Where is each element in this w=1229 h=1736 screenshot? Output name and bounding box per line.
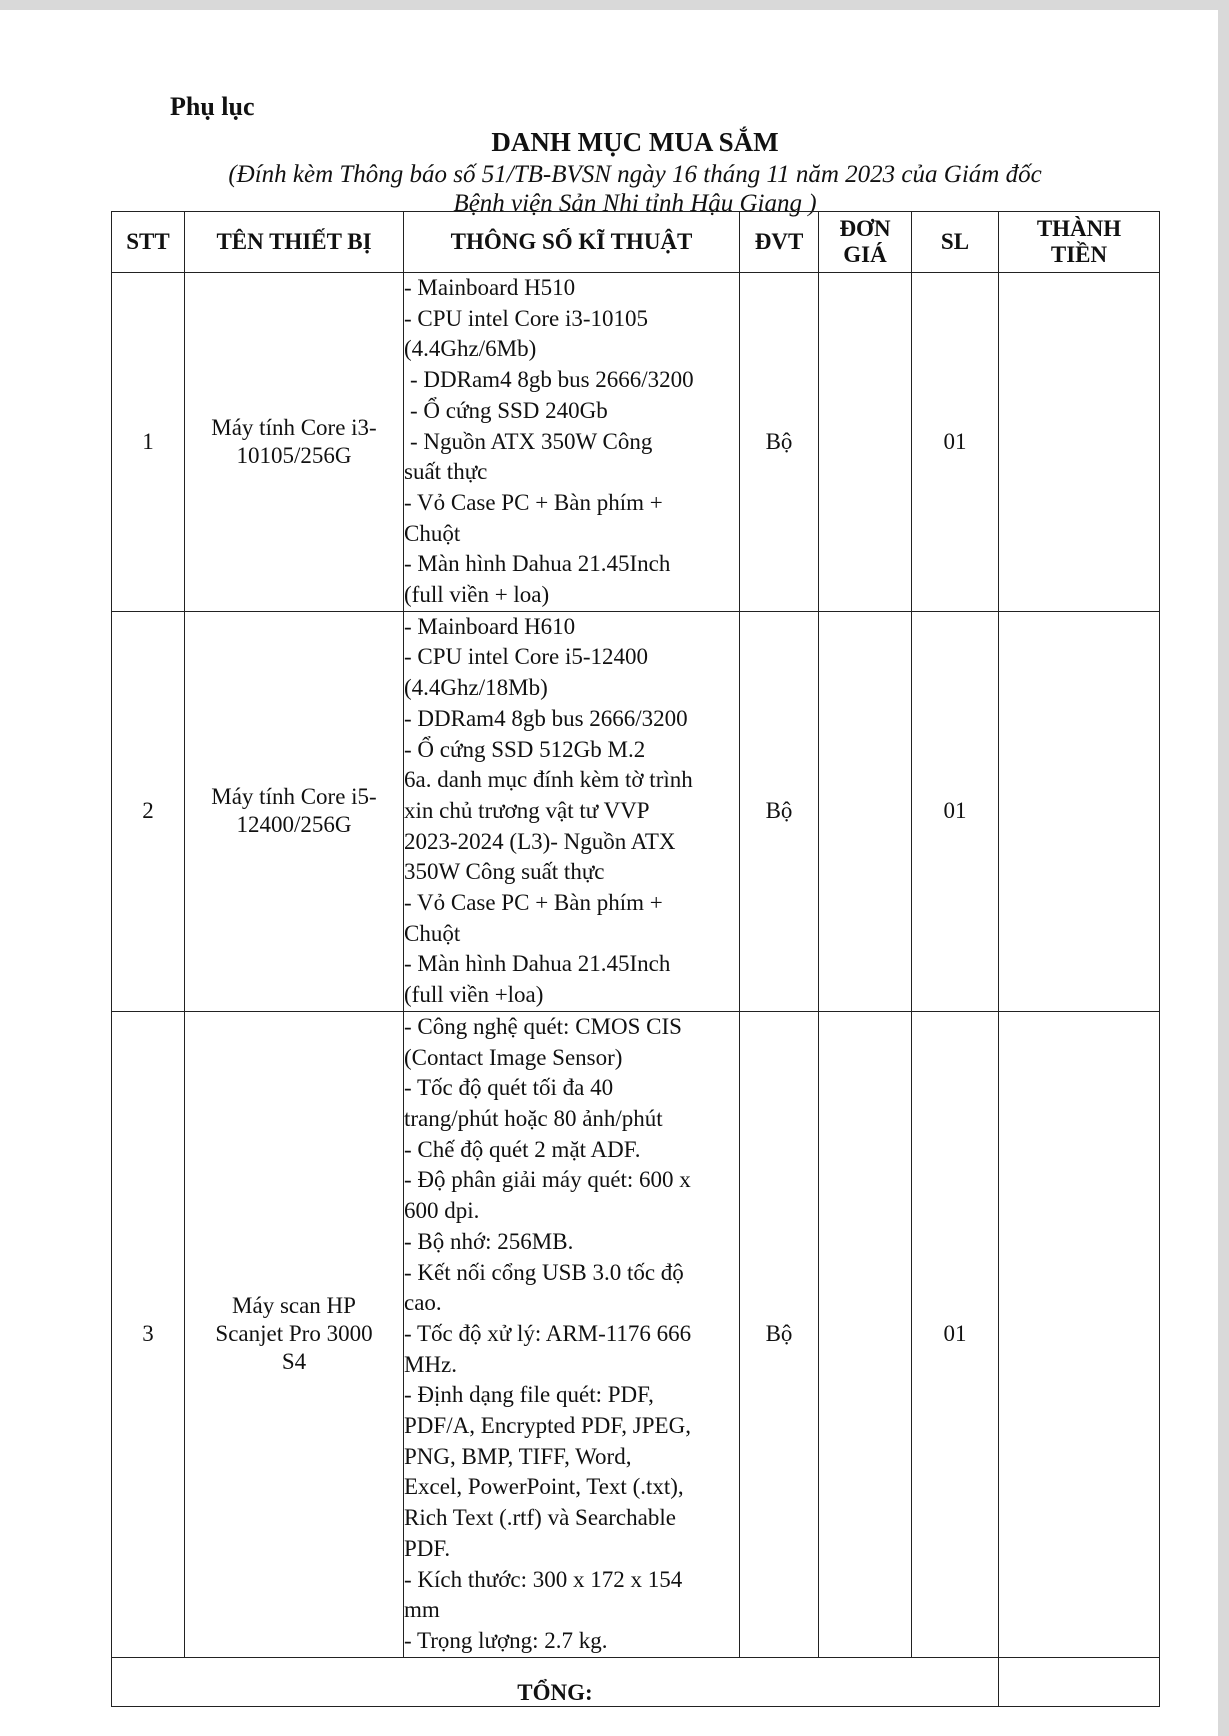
spec-line: Chuột	[404, 520, 461, 546]
spec-line: - Kích thước: 300 x 172 x 154	[404, 1566, 683, 1592]
spec-line: Rich Text (.rtf) và Searchable	[404, 1505, 676, 1531]
table-row	[112, 1011, 1160, 1657]
row-device-name	[185, 1011, 404, 1657]
row-quantity: 01	[912, 611, 999, 1011]
spec-line: - Tốc độ xử lý: ARM-1176 666	[404, 1320, 692, 1346]
row-quantity: 01	[912, 273, 999, 612]
spec-line: - Màn hình Dahua 21.45Inch	[404, 551, 671, 577]
device-name-line: Máy scan HP	[232, 1293, 356, 1319]
spec-line: - CPU intel Core i5-12400	[404, 644, 649, 670]
spec-line: 2023-2024 (L3)- Nguồn ATX	[404, 828, 676, 854]
spec-line: - Công nghệ quét: CMOS CIS	[404, 1013, 682, 1039]
row-device-name	[185, 611, 404, 1011]
spec-line: - Vỏ Case PC + Bàn phím +	[404, 489, 663, 515]
header-unit: ĐVT	[740, 212, 819, 273]
procurement-table	[111, 211, 1160, 1707]
header-unit-price	[819, 212, 912, 273]
row-unit-price	[819, 1011, 912, 1657]
device-name-line: S4	[281, 1349, 307, 1375]
spec-line: - Chế độ quét 2 mặt ADF.	[404, 1136, 641, 1162]
spec-line: MHz.	[404, 1351, 458, 1377]
spec-line: - Mainboard H510	[404, 275, 576, 300]
row-quantity: 01	[912, 1011, 999, 1657]
spec-line: - Ổ cứng SSD 512Gb M.2	[404, 736, 646, 762]
spec-line: - Ổ cứng SSD 240Gb	[410, 397, 608, 423]
grand-total-value	[999, 1657, 1160, 1706]
spec-line: (Contact Image Sensor)	[404, 1044, 623, 1070]
row-amount	[999, 611, 1160, 1011]
row-specifications	[404, 1011, 740, 1657]
spec-line: - Tốc độ quét tối đa 40	[404, 1075, 614, 1101]
spec-line: (4.4Ghz/18Mb)	[404, 675, 548, 701]
device-name-line: 10105/256G	[236, 442, 352, 468]
spec-line: PNG, BMP, TIFF, Word,	[404, 1443, 632, 1469]
device-name-line: 12400/256G	[236, 812, 352, 838]
row-unit-price	[819, 611, 912, 1011]
row-unit: Bộ	[740, 273, 819, 612]
spec-line: 6a. danh mục đính kèm tờ trình	[404, 767, 693, 793]
spec-line: - Màn hình Dahua 21.45Inch	[404, 951, 671, 977]
spec-line: xin chủ trương vật tư VVP	[404, 797, 650, 823]
device-name-line: Máy tính Core i5-	[211, 784, 377, 810]
spec-line: mm	[404, 1597, 440, 1623]
row-stt: 3	[112, 1011, 185, 1657]
row-amount	[999, 273, 1160, 612]
header-unit-price-line-1: ĐƠN	[839, 216, 891, 241]
device-name-line: Scanjet Pro 3000	[215, 1321, 373, 1347]
row-unit-price	[819, 273, 912, 612]
document-subtitle-line-2: Bệnh viện Sản Nhi tỉnh Hậu Giang )	[453, 190, 817, 217]
row-unit: Bộ	[740, 611, 819, 1011]
device-name-line: Máy tính Core i3-	[211, 414, 377, 440]
total-label: TỔNG:	[112, 1657, 999, 1706]
table-total-row	[112, 1657, 1160, 1706]
spec-line: PDF.	[404, 1535, 451, 1561]
spec-line: trang/phút hoặc 80 ảnh/phút	[404, 1105, 663, 1131]
header-amount-line-1: THÀNH	[1036, 216, 1122, 241]
spec-line: cao.	[404, 1290, 442, 1316]
spec-line: Chuột	[404, 920, 461, 946]
header-specifications: THÔNG SỐ KĨ THUẬT	[404, 212, 740, 273]
spec-line: - Vỏ Case PC + Bàn phím +	[404, 890, 663, 916]
row-stt: 2	[112, 611, 185, 1011]
header-stt: STT	[112, 212, 185, 273]
spec-line: Excel, PowerPoint, Text (.txt),	[404, 1474, 684, 1500]
spec-line: - CPU intel Core i3-10105	[404, 305, 649, 331]
spec-line: PDF/A, Encrypted PDF, JPEG,	[404, 1413, 691, 1439]
spec-line: (full viền + loa)	[404, 582, 550, 608]
row-device-name	[185, 273, 404, 612]
spec-line: (full viền +loa)	[404, 982, 544, 1008]
row-specifications	[404, 611, 740, 1011]
row-unit: Bộ	[740, 1011, 819, 1657]
row-stt: 1	[112, 273, 185, 612]
spec-line: 350W Công suất thực	[404, 859, 605, 885]
spec-line: - Kết nối cổng USB 3.0 tốc độ	[404, 1259, 684, 1285]
table-row	[112, 611, 1160, 1011]
document-title: DANH MỤC MUA SẮM	[491, 127, 779, 157]
spec-line: (4.4Ghz/6Mb)	[404, 336, 537, 362]
header-device-name: TÊN THIẾT BỊ	[185, 212, 404, 273]
spec-line: - Trọng lượng: 2.7 kg.	[404, 1627, 608, 1653]
spec-line: - Định dạng file quét: PDF,	[404, 1382, 654, 1408]
document-subtitle-line-1: (Đính kèm Thông báo số 51/TB-BVSN ngày 16 tháng 11 năm 2023 của Giám đốc	[228, 161, 1042, 188]
header-amount-line-2: TIỀN	[1050, 242, 1108, 267]
header-quantity: SL	[912, 212, 999, 273]
spec-line: - Bộ nhớ: 256MB.	[404, 1228, 574, 1254]
spec-line: - DDRam4 8gb bus 2666/3200	[410, 367, 694, 393]
appendix-label: Phụ lục	[170, 92, 255, 121]
row-specifications	[404, 273, 740, 612]
spec-line: - DDRam4 8gb bus 2666/3200	[404, 705, 688, 731]
spec-line: 600 dpi.	[404, 1198, 480, 1224]
header-unit-price-line-2: GIÁ	[843, 242, 887, 267]
table-header-row	[112, 212, 1160, 273]
table-row	[112, 273, 1160, 612]
spec-line: suất thực	[404, 459, 488, 485]
spec-line: - Nguồn ATX 350W Công	[410, 428, 653, 454]
spec-line: - Mainboard H610	[404, 613, 576, 639]
spec-line: - Độ phân giải máy quét: 600 x	[404, 1167, 691, 1193]
row-amount	[999, 1011, 1160, 1657]
header-amount	[999, 212, 1160, 273]
